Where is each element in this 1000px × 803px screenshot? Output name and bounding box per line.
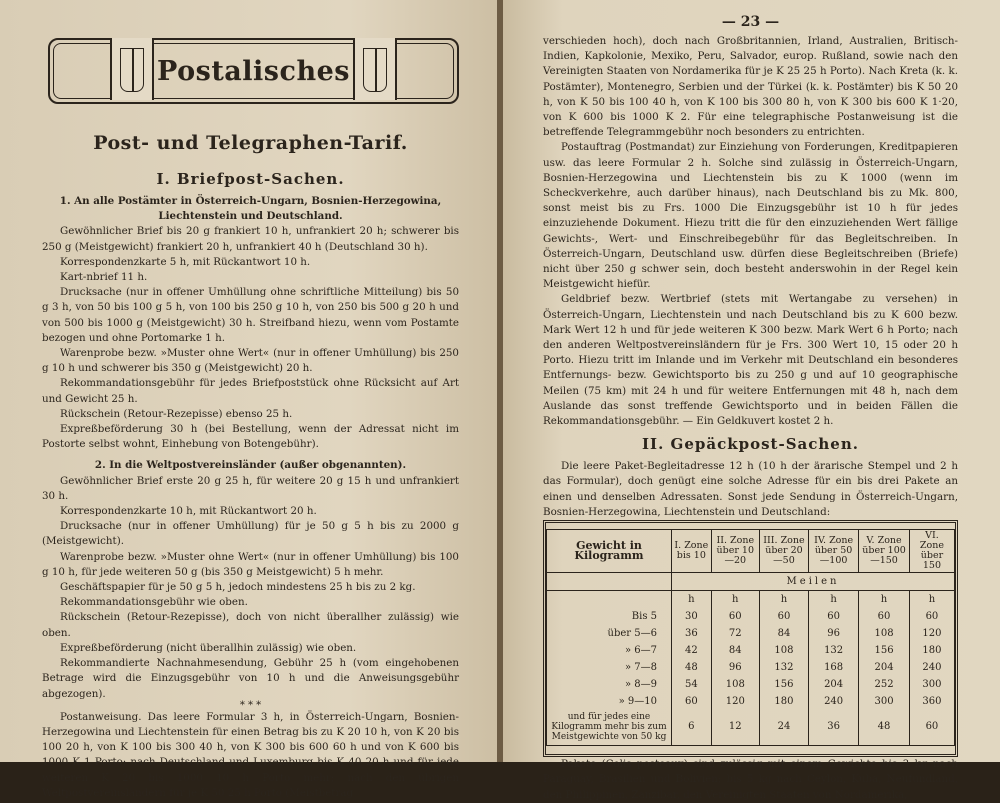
table-cell: 30: [672, 608, 712, 625]
table-row: [547, 608, 955, 625]
unit-cell: h: [809, 591, 859, 609]
table-cell: 60: [909, 710, 954, 746]
table-cell: 132: [809, 642, 859, 659]
table-row: [547, 659, 955, 676]
page-number: — 23 —: [721, 14, 780, 30]
table-cell: 36: [672, 625, 712, 642]
table-row: [547, 642, 955, 659]
table-cell: 168: [809, 659, 859, 676]
row-label: und für jedes eine Kilogramm mehr bis zum Meistgewichte von 50 kg: [547, 710, 672, 746]
zone-header: III. Zone über 20—50: [759, 530, 808, 573]
table-cell: 84: [711, 642, 759, 659]
table-cell: 36: [809, 710, 859, 746]
table-header-row: [547, 530, 955, 573]
paragraph: Geldbrief bezw. Wertbrief (stets mit Wertangabe zu versehen) in Österreich-Ungarn, Liechtenstein und nach Deutschland bis zu K 600 bezw. Mark Wert 12 h und für jede weiteren K 300 bezw. Mark Wert 6 h Porto; nach den anderen Weltpostvereinsländern für je Frs. 300 Wert 10, 15 oder 20 h Porto. Hiezu tritt im Inlande und im Verkehr mit Deutschland ein besonderes Entfernungs- bezw. Gewichtsporto bis zu 250 g und auf 10 geographische Meilen (75 km) mit 24 h und für weitere Entfernungen mit 48 h, nach dem Auslande das sonst treffende Gewichtsporto und in beiden Fällen die Rekommandationsgebühr. — Ein Geldkuvert kostet 2 h.: [543, 293, 958, 428]
subsection-heading-inland: 1. An alle Postämter in Österreich-Ungarn, Bosnien-Herzegowina, Liechtenstein und Deutschland.: [59, 195, 442, 223]
table-row: [547, 676, 955, 693]
zone-header: V. Zone über 100—150: [859, 530, 910, 573]
row-label: Bis 5: [547, 608, 672, 625]
paragraph: Rekommandierte Nachnahmesendung, Gebühr 25 h (vom eingehobenen Betrage wird die Einzugsgebühr von 10 h und die Anweisungsgebühr abgezogen).: [42, 657, 459, 700]
left-page: [0, 0, 497, 799]
unit-cell: h: [711, 591, 759, 609]
table-cell: 84: [759, 625, 808, 642]
table-cell: 12: [711, 710, 759, 746]
zone-header: I. Zone bis 10: [672, 530, 712, 573]
drape-ornament-left-icon: [110, 38, 154, 100]
table-cell: 156: [759, 676, 808, 693]
paragraph: Gewöhnlicher Brief erste 20 g 25 h, für weitere 20 g 15 h und unfrankiert 30 h.: [42, 474, 459, 502]
paragraph: Rückschein (Retour-Rezepisse), doch von nicht überallher zulässig) wie oben.: [42, 611, 459, 639]
table-cell: 300: [909, 676, 954, 693]
paragraph: Expreßbeförderung (nicht überallhin zulässig) wie oben.: [60, 641, 357, 654]
table-cell: 252: [859, 676, 910, 693]
section-heading-briefpost: I. Briefpost-Sachen.: [156, 170, 345, 188]
table-cell: 132: [759, 659, 808, 676]
paragraph: Pakete (Colis posteaux) sind zulässig mit einem Gewichte bis 3 kg nach Paraguay, Brasilien und Bolivien; bis 5 kg nach Ceylon, Kuba, Neufundland, den Philippinen, Zanzibar, den Vereinigten Staaten von Nordamerika,: [543, 758, 958, 801]
page-title: Postalisches: [157, 55, 350, 87]
table-cell: 60: [859, 608, 910, 625]
table-cell: [547, 573, 672, 591]
paragraph: Postauftrag (Postmandat) zur Einziehung von Forderungen, Kreditpapieren usw. das leere Formular 2 h. Solche sind zulässig in Österreich-Ungarn, Bosnien-Herzegowina und Liechtenstein bis zu K 1000 (wenn im Scheckverkehre, auch darüber hinaus), nach Deutschland bis zu Mk. 800, sonst meist bis zu Frs. 1000 Die Einzugsgebühr ist 10 h für jedes einzuziehende Dokument. Hiezu tritt die für den einzuziehenden Wert fällige Gewichts-, Wert- und Einschreibegebühr für das Begleitschreiben. In Österreich-Ungarn, Deutschland usw. dürfen diese Begleitschreiben (Briefe) nicht über 250 g schwer sein, doch besteht anderswohin in der Regel kein Meistgewicht hiefür.: [543, 141, 958, 291]
table-cell: 42: [672, 642, 712, 659]
unit-cell: h: [672, 591, 712, 609]
table-cell: 48: [859, 710, 910, 746]
row-label: » 8—9: [547, 676, 672, 693]
table-cell: 96: [809, 625, 859, 642]
zone-header: II. Zone über 10—20: [711, 530, 759, 573]
paragraph: Warenprobe bezw. »Muster ohne Wert« (nur in offener Umhüllung) bis 250 g 10 h und schwerer bis 350 g (Meistgewicht) 20 h.: [42, 347, 459, 375]
units-row: [547, 591, 955, 609]
paragraph: Die leere Paket-Begleitadresse 12 h (10 h der ärarische Stempel und 2 h das Formular), doch genügt eine solche Adresse für ein bis drei Pakete an einen und denselben Adressaten. Sonst jede Sendung in Österreich-Ungarn, Bosnien-Herzegowina, Liechtenstein und Deutschland:: [543, 460, 958, 518]
paragraph: Rekommandationsgebühr für jedes Briefpoststück ohne Rücksicht auf Art und Gewicht 25 h.: [42, 377, 459, 405]
table-cell: 360: [909, 693, 954, 710]
paragraph: Korrespondenzkarte 10 h, mit Rückantwort 20 h.: [60, 505, 317, 518]
table-cell: 72: [711, 625, 759, 642]
section-heading-gepaeck: II. Gepäckpost-Sachen.: [642, 435, 859, 454]
meilen-row: [547, 573, 955, 591]
zones-table: [546, 529, 955, 746]
table-cell: 60: [909, 608, 954, 625]
table-cell: 108: [859, 625, 910, 642]
zone-header: IV. Zone über 50—100: [809, 530, 859, 573]
paragraph: Expreßbeförderung 30 h (bei Bestellung, wenn der Adressat nicht im Postorte selbst wohnt, Einhebung von Botengebühr).: [42, 423, 459, 451]
table-cell: [547, 591, 672, 609]
table-cell: 60: [711, 608, 759, 625]
table-cell: 180: [909, 642, 954, 659]
table-cell: 120: [909, 625, 954, 642]
paragraph: verschieden hoch), doch nach Großbritannien, Irland, Australien, Britisch-Indien, Kapkolonie, Mexiko, Peru, Salvador, europ. Rußland, sowie nach den Vereinigten Staaten von Nordamerika für je K 25 25 h Porto). Nach Kreta (k. k. Postämter), Montenegro, Serbien und der Türkei (k. k. Postämter) bis K 50 20 h, von K 50 bis 100 40 h, von K 100 bis 300 80 h, von K 300 bis 600 K 1·20, von K 600 bis 1000 K 2. Für eine telegraphische Postanweisung ist die betreffende Telegrammgebühr noch besonders zu entrichten.: [543, 35, 958, 139]
table-row: [547, 693, 955, 710]
title-banner: [48, 38, 459, 104]
table-row: [547, 710, 955, 746]
paragraph: Postanweisung. Das leere Formular 3 h, in Österreich-Ungarn, Bosnien-Herzegowina und Liechtenstein für einen Betrag bis zu K 20 10 h, von K 20 bis 100 20 h, von K 100 bis 300 40 h, von K 300 bis 600 60 h und von K 600 bis 1000 K 1 Porto; nach Deutschland und Luxemburg bis K 40 20 h und für jede weiteren K 20 bis 1000 10 h Porto mehr; nach den übrigen Weltpostvereinsländern für je K 50 25 h Porto (Meistbetrag: [42, 710, 459, 799]
table-row: [547, 625, 955, 642]
separator-stars: * * *: [239, 699, 262, 711]
unit-cell: h: [859, 591, 910, 609]
table-cell: 120: [711, 693, 759, 710]
paragraph: Gewöhnlicher Brief bis 20 g frankiert 10 h, unfrankiert 20 h; schwerer bis 250 g (Meistgewicht) frankiert 20 h, unfrankiert 40 h (Deutschland 30 h).: [42, 225, 459, 253]
drape-ornament-right-icon: [353, 38, 397, 100]
row-label: über 5—6: [547, 625, 672, 642]
table-cell: 108: [711, 676, 759, 693]
zone-header: VI. Zone über 150: [909, 530, 954, 573]
row-label: » 7—8: [547, 659, 672, 676]
table-cell: 204: [859, 659, 910, 676]
paragraph: Drucksache (nur in offener Umhüllung ohne schriftliche Mitteilung) bis 50 g 3 h, von 50 bis 100 g 5 h, von 100 bis 250 g 10 h, von 250 bis 500 g 20 h und von 500 bis 1000 g (Meistgewicht) 30 h. Streifband hiezu, wenn vom Postamte bezogen und ohne Portomarke 1 h.: [42, 286, 459, 344]
table-cell: 48: [672, 659, 712, 676]
row-label: » 6—7: [547, 642, 672, 659]
table-cell: 60: [672, 693, 712, 710]
paragraph: Kart-nbrief 11 h.: [60, 271, 148, 284]
table-cell: 156: [859, 642, 910, 659]
paragraph: Rückschein (Retour-Rezepisse) ebenso 25 h.: [60, 407, 293, 420]
paragraph: Warenprobe bezw. »Muster ohne Wert« (nur in offener Umhüllung) bis 100 g 10 h, für jede weiteren 50 g (bis 350 g Meistgewicht) 5 h mehr.: [42, 550, 459, 578]
unit-cell: h: [909, 591, 954, 609]
table-cell: 60: [759, 608, 808, 625]
table-cell: 204: [809, 676, 859, 693]
table-cell: 240: [809, 693, 859, 710]
parcel-rate-table: [543, 520, 958, 757]
paragraph: Korrespondenzkarte 5 h, mit Rückantwort 10 h.: [60, 255, 311, 268]
paragraph: Rekommandationsgebühr wie oben.: [60, 596, 248, 609]
meilen-label: Meilen: [672, 573, 955, 591]
unit-cell: h: [759, 591, 808, 609]
weight-column-header: Gewicht in Kilogramm: [547, 530, 672, 573]
paragraph: Drucksache (nur in offener Umhüllung) für je 50 g 5 h bis zu 2000 g (Meistgewicht).: [42, 520, 459, 548]
table-cell: 6: [672, 710, 712, 746]
table-cell: 54: [672, 676, 712, 693]
table-cell: 96: [711, 659, 759, 676]
table-cell: 108: [759, 642, 808, 659]
table-cell: 24: [759, 710, 808, 746]
table-cell: 240: [909, 659, 954, 676]
row-label: » 9—10: [547, 693, 672, 710]
table-cell: 180: [759, 693, 808, 710]
tariff-heading: Post- und Telegraphen-Tarif.: [93, 132, 408, 154]
subsection-heading-weltpost: 2. In die Weltpostvereinsländer (außer obgenannten).: [94, 459, 407, 472]
table-cell: 60: [809, 608, 859, 625]
table-cell: 300: [859, 693, 910, 710]
paragraph: Geschäftspapier für je 50 g 5 h, jedoch mindestens 25 h bis zu 2 kg.: [60, 581, 416, 594]
right-page: [503, 0, 1000, 801]
